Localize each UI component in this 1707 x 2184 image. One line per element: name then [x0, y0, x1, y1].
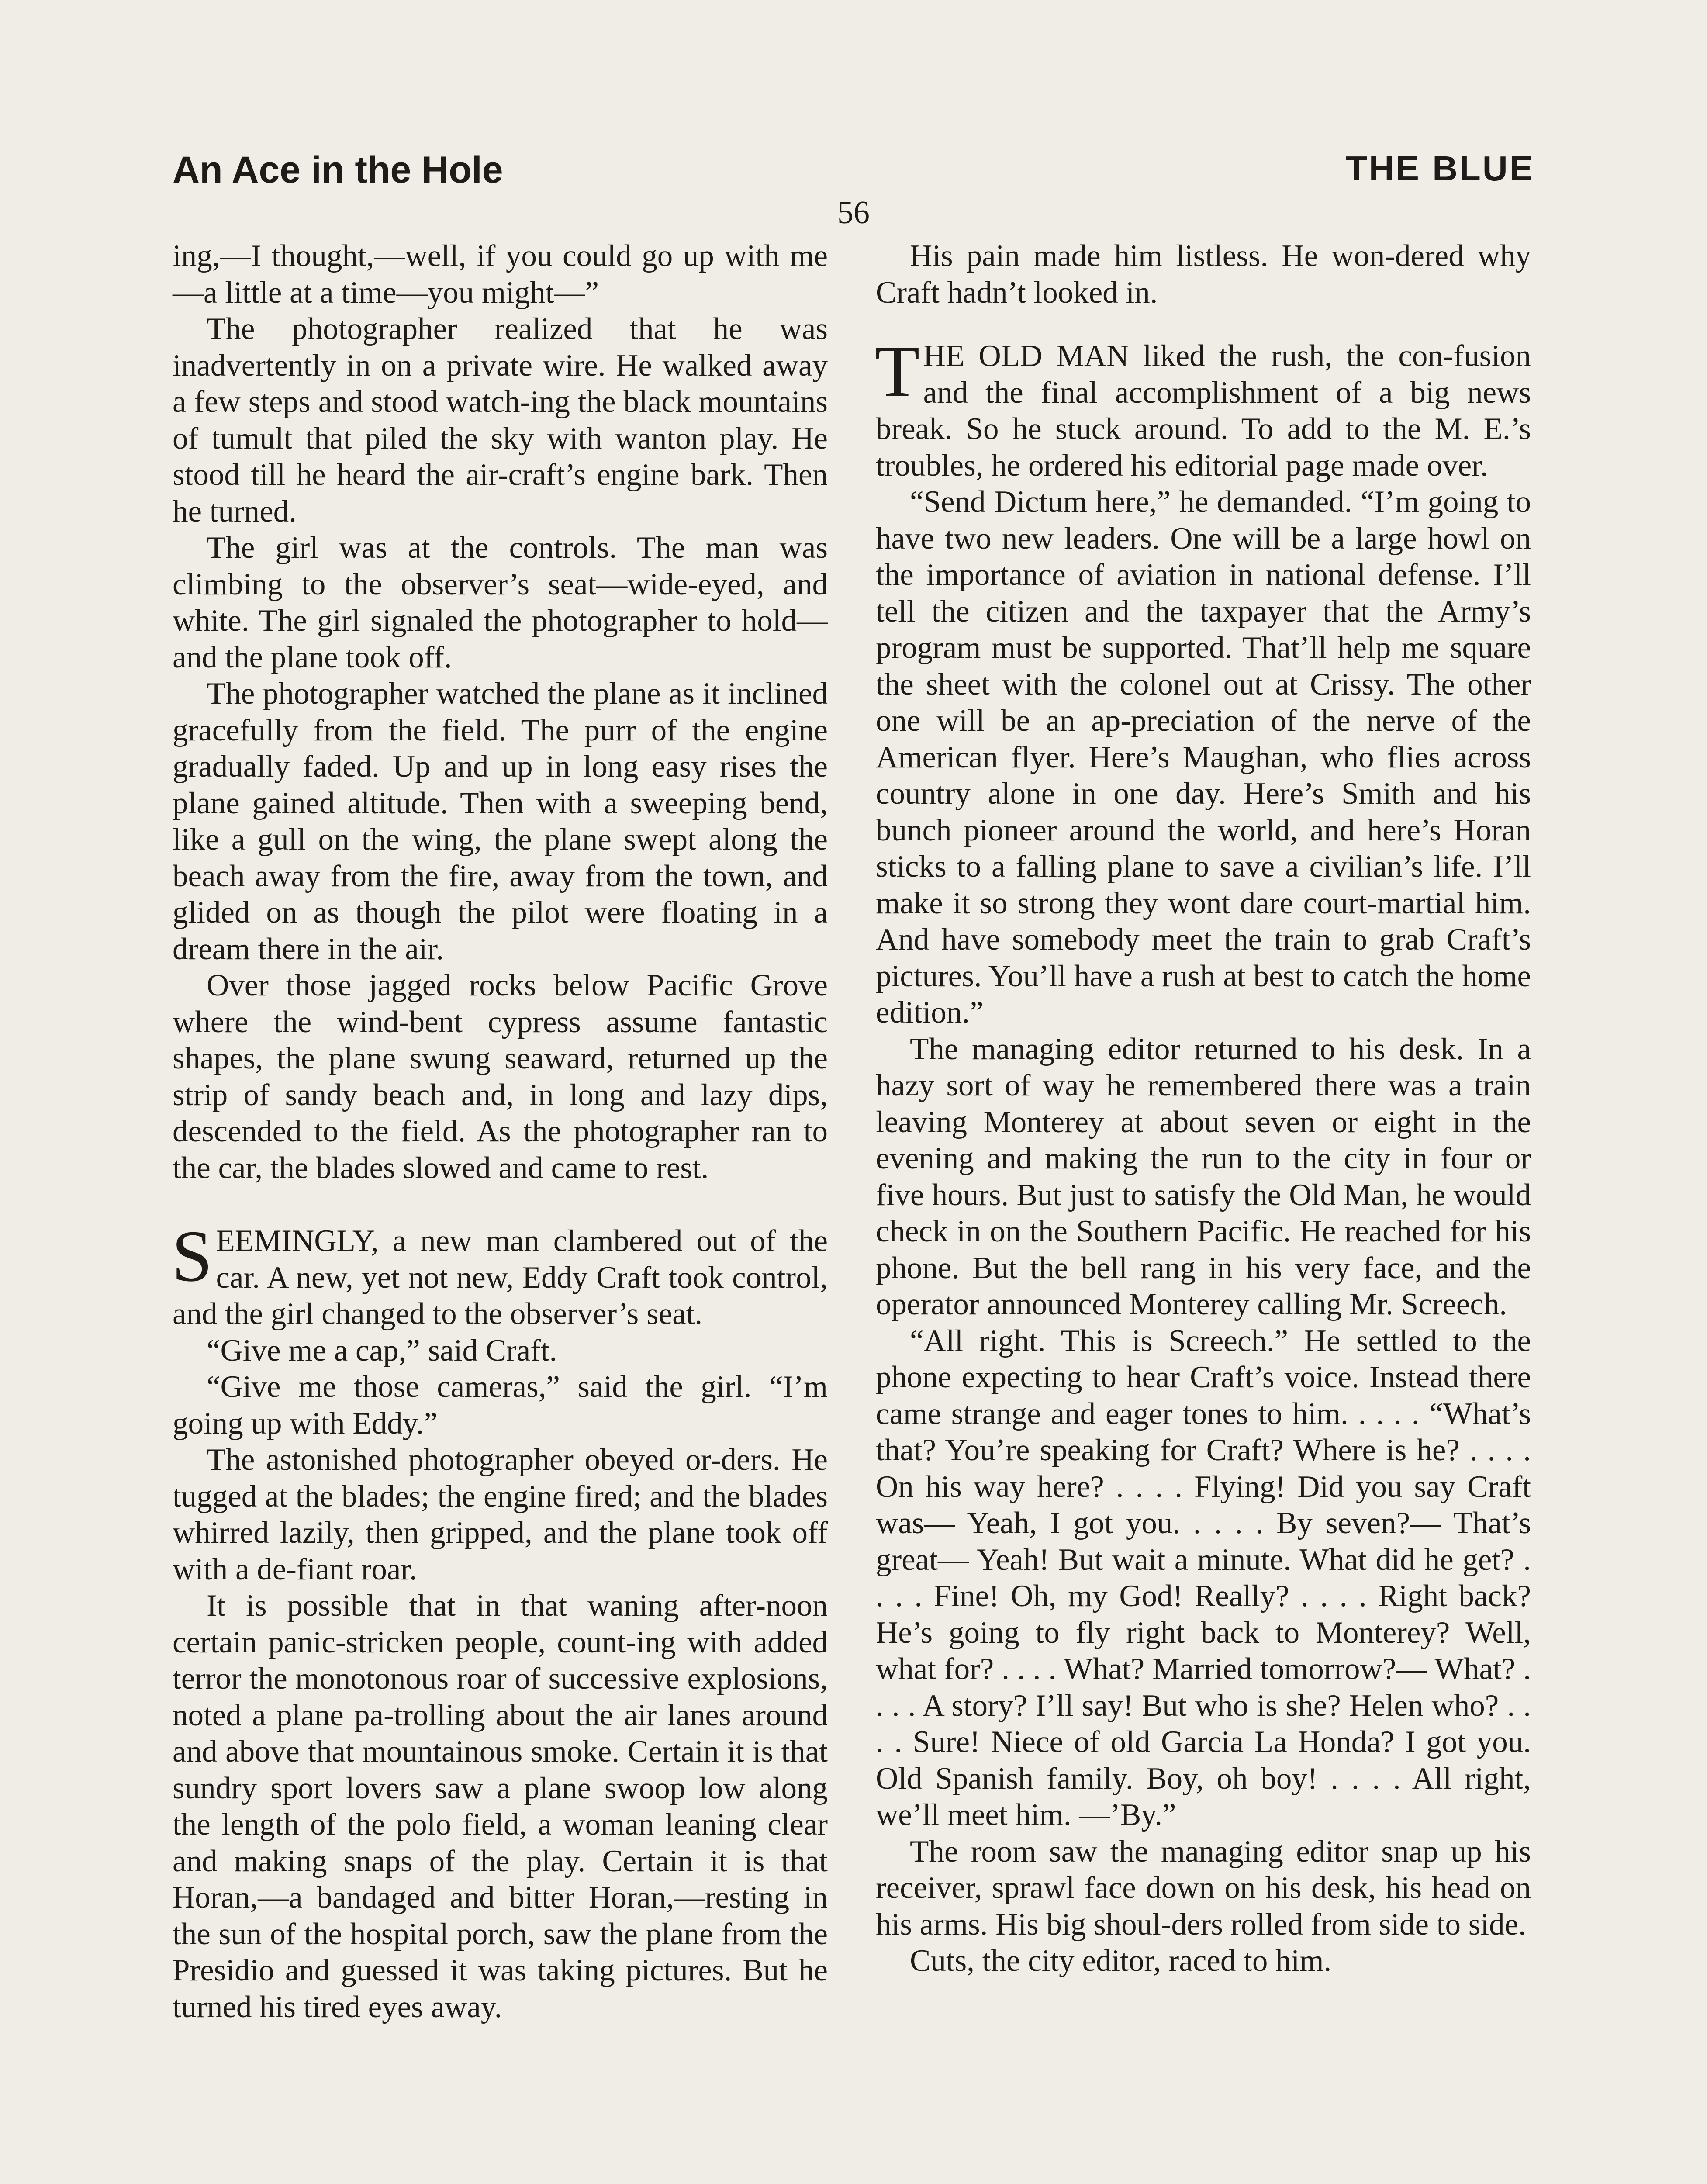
paragraph: “All right. This is Screech.” He settled to the phone expecting to hear Craft’s voice. Instead there came strange and eager tones to him. . . . . “What’s that? You’re speaking for Craft? Where is he? . . . . On his way here? . . . . Flying! Did you say Craft was— Yeah, I got you. . . . . By seven?— That’s great— Yeah! But wait a minute. What did he get? . . . . Fine! Oh, my God! Really? . . . . Right back? He’s going to fly right back to Monterey? Well, what for? . . . . What? Married tomorrow?— What? . . . . A story? I’ll say! But who is she? Helen who? . . . . Sure! Niece of old Garcia La Honda? I got you. Old Spanish family. Boy, oh boy! . . . . All right, we’ll meet him. —’By.”	[876, 1324, 1531, 1832]
section-opening-paragraph	[875, 331, 1531, 484]
drop-cap: S	[172, 1216, 213, 1297]
paragraph: It is possible that in that waning after-noon certain panic-stricken people, count-ing with added terror the monotonous roar of successive explosions, noted a plane pa-trolling about the air lanes around and above that mountainous smoke. Certain it is that sundry sport lovers saw a plane swoop low along the length of the polo field, a woman leaning clear and making snaps of the play. Certain it is that Horan,—a bandaged and bitter Horan,—resting in the sun of the hospital porch, saw the plane from the Presidio and guessed it was taking pictures. But he turned his tired eyes away.	[173, 1589, 828, 2024]
section-opening-text: HE OLD MAN liked the rush, the con-fusion and the final accomplishment of a big news break. So he stuck around. To add to the M. E.’s troubles, he ordered his editorial page made over.	[876, 339, 1531, 483]
paragraph: The photographer watched the plane as it inclined gracefully from the field. The purr of the engine gradually faded. Up and up in long easy rises the plane gained altitude. Then with a sweeping bend, like a gull on the wing, the plane swept along the beach away from the fire, away from the town, and glided on as though the pilot were floating in a dream there in the air.	[173, 677, 828, 966]
magazine-name: THE BLUE	[1346, 149, 1534, 188]
text-columns	[173, 238, 1535, 2184]
paragraph: The managing editor returned to his desk. In a hazy sort of way he remembered there was a train leaving Monterey at about seven or eight in the evening and making the run to the city in four or five hours. But just to satisfy the Old Man, he would check in on the Southern Pacific. He reached for his phone. But the bell rang in his very face, and the operator announced Monterey calling Mr. Screech.	[876, 1032, 1531, 1321]
drop-cap: T	[875, 331, 920, 412]
paragraph: “Give me those cameras,” said the girl. “I’m going up with Eddy.”	[173, 1370, 828, 1441]
paragraph: His pain made him listless. He won-dered why Craft hadn’t looked in.	[876, 239, 1531, 310]
paragraph: “Send Dictum here,” he demanded. “I’m going to have two new leaders. One will be a large howl on the importance of aviation in national defense. I’ll tell the citizen and the taxpayer that the Army’s program must be supported. That’ll help me square the sheet with the colonel out at Crissy. The other one will be an ap-preciation of the nerve of the American flyer. Here’s Maughan, who flies across country alone in one day. Here’s Smith and his bunch pioneer around the world, and here’s Horan sticks to a falling plane to save a civilian’s life. I’ll make it so strong they wont dare court-martial him. And have somebody meet the train to grab Craft’s pictures. You’ll have a rush at best to catch the home edition.”	[876, 485, 1531, 1030]
right-column	[876, 238, 1531, 1980]
paragraph: The room saw the managing editor snap up his receiver, sprawl face down on his desk, his head on his arms. His big shoul-ders rolled from side to side.	[876, 1834, 1531, 1942]
paragraph: The photographer realized that he was inadvertently in on a private wire. He walked away a few steps and stood watch-ing the black mountains of tumult that piled the sky with wanton play. He stood till he heard the air-craft’s engine bark. Then he turned.	[173, 312, 828, 529]
paragraph: ing,—I thought,—well, if you could go up with me—a little at a time—you might—”	[173, 239, 828, 310]
paragraph: The astonished photographer obeyed or-ders. He tugged at the blades; the engine fired; and the blades whirred lazily, then gripped, and the plane took off with a de-fiant roar.	[173, 1443, 828, 1586]
paragraph: The girl was at the controls. The man was climbing to the observer’s seat—wide-eyed, and white. The girl signaled the photographer to hold—and the plane took off.	[173, 531, 828, 674]
page-number: 56	[837, 195, 870, 231]
paragraph: Cuts, the city editor, raced to him.	[910, 1944, 1332, 1978]
section-opening-paragraph	[172, 1216, 828, 1333]
running-head	[173, 149, 1534, 201]
story-title: An Ace in the Hole	[173, 149, 503, 191]
section-opening-text: EEMINGLY, a new man clambered out of the car. A new, yet not new, Eddy Craft took control, and the girl changed to the observer’s seat.	[173, 1224, 828, 1331]
paragraph: Over those jagged rocks below Pacific Grove where the wind-bent cypress assume fantastic shapes, the plane swung seaward, returned up the strip of sandy beach and, in long and lazy dips, descended to the field. As the photographer ran to the car, the blades slowed and came to rest.	[173, 968, 828, 1185]
left-column	[173, 238, 828, 2025]
paragraph: “Give me a cap,” said Craft.	[207, 1333, 557, 1368]
